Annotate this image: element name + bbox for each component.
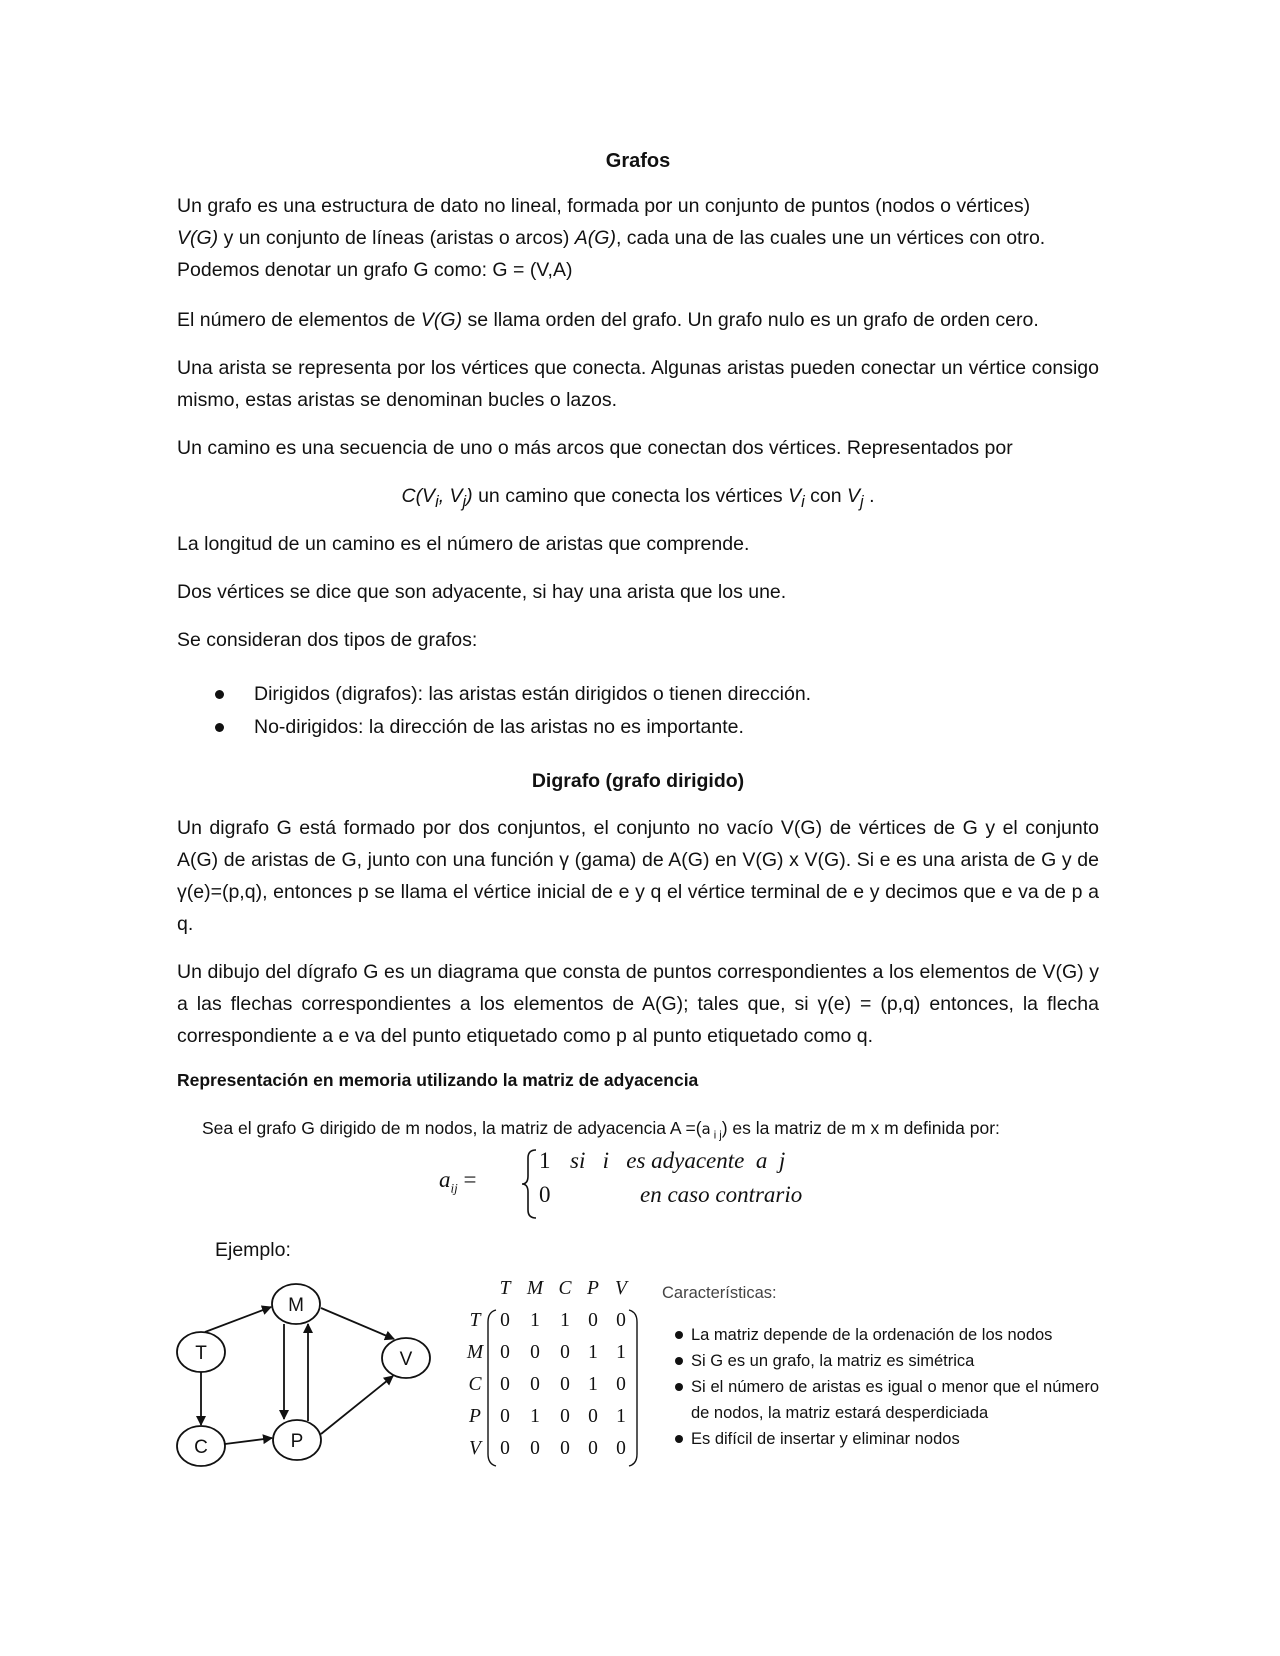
matrix-cell: 0 [616,1374,626,1395]
intro-line-3: Podemos denotar un grafo G como: G = (V,A) [177,259,573,281]
matrix-cell: 0 [500,1438,510,1459]
formula-part: V [847,485,861,507]
list-item-text: Es difícil de insertar y eliminar nodos [691,1430,960,1448]
intro-text: y un conjunto de líneas (aristas o arcos) [218,227,575,249]
bullet-icon [675,1383,683,1391]
row-header: P [469,1406,481,1427]
orden-text: El número de elementos de [177,309,421,331]
caracteristicas-heading: Características: [662,1284,777,1302]
lhs-symbol: a [439,1167,451,1192]
longitud-paragraph: La longitud de un camino es el número de aristas que comprende. [177,533,750,555]
formula-part: V [788,485,802,507]
row-header: M [466,1342,484,1363]
list-item-text: La matriz depende de la ordenación de los nodos [691,1326,1053,1344]
matrix-cell: 0 [560,1342,570,1363]
orden-paragraph [177,304,1099,336]
ij-subscript: i j [710,1129,722,1142]
col-header: M [526,1278,544,1299]
caracteristicas-section [662,1280,1099,1452]
formula-text: . [863,485,875,507]
a-symbol: a [701,1120,711,1138]
bullet-icon [675,1357,683,1365]
list-item-text: No-dirigidos: la dirección de las aristas no es importante. [254,716,744,738]
matrix-cell: 0 [560,1438,570,1459]
representacion-heading: Representación en memoria utilizando la matriz de adyacencia [177,1070,699,1090]
case-2-value: 0 [539,1182,551,1207]
edge-t-m [205,1307,271,1332]
intro-text: Sea el grafo G dirigido de m nodos, la matriz de adyacencia A =( [202,1118,702,1138]
vg-term: V(G) [177,227,219,249]
matrix-cell: 1 [616,1406,626,1427]
equals-sign: = [463,1167,477,1192]
formula-part: ) [466,485,473,507]
matrix-cell: 0 [588,1438,598,1459]
list-item-text: Si G es un grafo, la matriz es simétrica [691,1352,975,1370]
matrix-cell: 0 [616,1438,626,1459]
lhs-sub: ij [450,1180,458,1196]
row-header: C [468,1374,482,1395]
adyacente-paragraph: Dos vértices se dice que son adyacente, si hay una arista que los une. [177,581,787,603]
formula-text: un camino que conecta los vértices [472,485,789,507]
row-header: T [469,1310,481,1331]
camino-paragraph: Un camino es una secuencia de uno o más arcos que conectan dos vértices. Representados por [177,437,1013,459]
bullet-icon [675,1331,683,1339]
digraph-diagram [171,1280,441,1470]
representacion-intro [202,1112,1102,1152]
intro-line-2 [177,222,1099,254]
digrafo-paragraph-1: Un digrafo G está formado por dos conjuntos, el conjunto no vacío V(G) de vértices de G y el conjunto A(G) de aristas de G, junto con una función γ (gama) de A(G) en V(G) x V(G). Si e es una arista de G y de γ(e)=(p,q), entonces p se llama el vértice inicial de e y q el vértice terminal de e y decimos que e va de p a q. [177,817,1099,935]
matrix-cell: 1 [588,1342,598,1363]
col-header: V [615,1278,627,1299]
list-item [675,1322,1099,1348]
formula-lhs [439,1167,476,1197]
matrix-cell: 0 [500,1342,510,1363]
formula-sub: j [860,492,864,511]
camino-formula [177,480,1099,518]
intro-text: ) es la matriz de m x m definida por: [721,1118,1000,1138]
bullet-icon [215,723,224,732]
arista-paragraph: Una arista se representa por los vértices que conecta. Algunas aristas pueden conectar un vértice consigo mismo, estas aristas se denominan bucles o lazos. [177,357,1099,411]
adjacency-matrix [464,1278,649,1468]
list-item [675,1426,1099,1452]
matrix-cell: 1 [560,1310,570,1331]
node-t-label: T [195,1343,207,1364]
intro-line-1: Un grafo es una estructura de dato no lineal, formada por un conjunto de puntos (nodos o vértices) [177,195,1031,217]
matrix-cell: 0 [530,1342,540,1363]
formula-text: con [804,485,848,507]
bullet-icon [215,690,224,699]
matrix-cell: 0 [530,1374,540,1395]
list-item-text: Dirigidos (digrafos): las aristas están dirigidos o tienen dirección. [254,683,812,705]
matrix-cell: 1 [588,1374,598,1395]
matrix-cell: 0 [560,1406,570,1427]
matrix-cell: 0 [530,1438,540,1459]
formula-part: , V [438,485,463,507]
bullet-icon [675,1435,683,1443]
list-item [675,1348,1099,1374]
digrafo-paragraph-2: Un dibujo del dígrafo G es un diagrama que consta de puntos correspondientes a los elementos de V(G) y a las flechas correspondientes a los elementos de A(G); tales que, si γ(e) = (p,q) entonces, la flecha correspondiente a e va del punto etiquetado como p al punto etiquetado como q. [177,961,1099,1047]
col-header: C [558,1278,572,1299]
list-item [215,678,811,711]
orden-text: se llama orden del grafo. Un grafo nulo es un grafo de orden cero. [462,309,1039,331]
matrix-cell: 0 [500,1310,510,1331]
case-1-text: si i es adyacente a j [570,1148,786,1173]
matrix-cell: 0 [500,1374,510,1395]
case-1-value: 1 [539,1148,551,1173]
node-m-label: M [288,1295,304,1316]
matrix-cell: 0 [588,1406,598,1427]
edge-p-v [321,1376,393,1434]
case-2-text: en caso contrario [640,1182,803,1207]
row-header: V [469,1438,481,1459]
matrix-cell: 0 [616,1310,626,1331]
edge-c-p [225,1438,272,1444]
digrafo-heading: Digrafo (grafo dirigido) [531,770,745,792]
matrix-cell: 1 [530,1310,540,1331]
tipos-list [215,678,811,744]
col-header: T [499,1278,511,1299]
formula-sub: i [435,492,439,511]
node-v-label: V [399,1349,413,1370]
list-item-text: Si el número de aristas es igual o menor que el número de nodos, la matriz estará desperdiciada [691,1378,1099,1422]
list-item [215,711,811,744]
brace-icon [520,1148,538,1220]
ejemplo-label: Ejemplo: [215,1239,291,1261]
matrix-cell: 1 [616,1342,626,1363]
col-header: P [587,1278,599,1299]
edge-m-v [321,1308,394,1339]
node-p-label: P [290,1431,304,1452]
intro-paragraph [177,190,1099,286]
intro-text: , cada una de las cuales une un vértices con otro. [615,227,1046,249]
node-c-label: C [194,1437,208,1458]
tipos-paragraph: Se consideran dos tipos de grafos: [177,629,478,651]
matrix-cell: 0 [588,1310,598,1331]
matrix-cell: 1 [530,1406,540,1427]
list-item [675,1374,1099,1426]
formula-sub: i [801,492,805,511]
ag-term: A(G) [574,227,616,249]
formula-sub: j [462,492,467,511]
formula-part: C(V [401,485,436,507]
matrix-cell: 0 [560,1374,570,1395]
page-title: Grafos [605,150,671,172]
vg-term: V(G) [420,309,463,331]
matrix-cell: 0 [500,1406,510,1427]
